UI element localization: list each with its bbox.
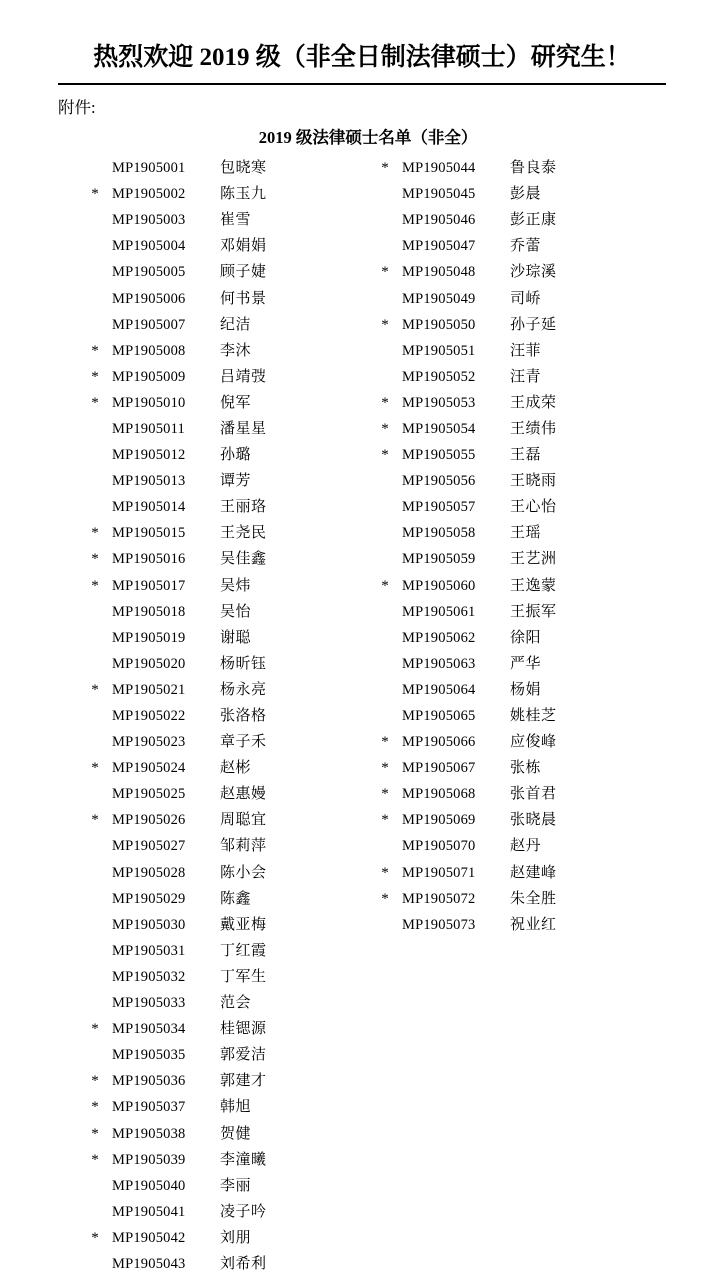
- table-row: [78, 574, 368, 600]
- student-id: MP1905016: [112, 551, 186, 568]
- student-id: MP1905035: [112, 1047, 186, 1064]
- star-mark-icon: *: [381, 160, 389, 177]
- table-row: [368, 887, 658, 913]
- student-name: 范会: [220, 995, 252, 1012]
- star-mark-icon: *: [91, 760, 99, 777]
- table-row: [78, 208, 368, 234]
- student-id: MP1905039: [112, 1151, 186, 1168]
- star-mark-icon: *: [381, 316, 389, 333]
- student-id: MP1905026: [112, 812, 186, 829]
- table-row: [368, 339, 658, 365]
- table-row: [78, 260, 368, 286]
- student-id: MP1905014: [112, 499, 186, 516]
- student-id: MP1905023: [112, 734, 186, 751]
- student-name: 王瑶: [510, 525, 542, 542]
- table-row: [78, 834, 368, 860]
- student-name: 潘星星: [220, 420, 267, 437]
- star-mark-icon: *: [91, 812, 99, 829]
- table-row: [78, 861, 368, 887]
- student-id: MP1905051: [402, 342, 476, 359]
- student-name: 王磊: [510, 447, 542, 464]
- table-row: [78, 1122, 368, 1148]
- table-row: [78, 1148, 368, 1174]
- star-mark-icon: *: [381, 812, 389, 829]
- student-id: MP1905001: [112, 160, 186, 177]
- roster-title: 2019 级法律硕士名单（非全）: [258, 128, 478, 148]
- star-mark-icon: *: [91, 1073, 99, 1090]
- student-id: MP1905045: [402, 186, 476, 203]
- student-id: MP1905073: [402, 916, 476, 933]
- student-id: MP1905044: [402, 160, 476, 177]
- table-row: [78, 887, 368, 913]
- student-id: MP1905030: [112, 916, 186, 933]
- table-row: [368, 678, 658, 704]
- table-row: [368, 782, 658, 808]
- student-id: MP1905027: [112, 838, 186, 855]
- student-id: MP1905043: [112, 1255, 186, 1272]
- table-row: [78, 939, 368, 965]
- student-name: 王心怡: [510, 499, 557, 516]
- student-id: MP1905054: [402, 420, 476, 437]
- student-name: 韩旭: [220, 1099, 252, 1116]
- student-id: MP1905063: [402, 655, 476, 672]
- star-mark-icon: *: [381, 864, 389, 881]
- star-mark-icon: *: [381, 264, 389, 281]
- table-row: [368, 495, 658, 521]
- student-name: 彭晨: [510, 186, 542, 203]
- table-row: [78, 965, 368, 991]
- table-row: [78, 730, 368, 756]
- table-row: [368, 756, 658, 782]
- student-id: MP1905053: [402, 394, 476, 411]
- student-id: MP1905047: [402, 238, 476, 255]
- student-name: 章子禾: [220, 734, 267, 751]
- student-name: 朱全胜: [510, 890, 557, 907]
- student-name: 王绩伟: [510, 420, 557, 437]
- table-row: [78, 756, 368, 782]
- student-name: 赵惠嫚: [220, 786, 267, 803]
- table-row: [368, 521, 658, 547]
- attachment-label: 附件:: [58, 98, 96, 118]
- table-row: [78, 782, 368, 808]
- table-row: [78, 547, 368, 573]
- table-row: [368, 443, 658, 469]
- student-id: MP1905032: [112, 968, 186, 985]
- student-id: MP1905065: [402, 708, 476, 725]
- table-row: [368, 730, 658, 756]
- student-id: MP1905003: [112, 212, 186, 229]
- student-name: 王成荣: [510, 394, 557, 411]
- table-row: [78, 600, 368, 626]
- student-name: 王艺洲: [510, 551, 557, 568]
- roster-columns: [30, 156, 694, 1278]
- table-row: [368, 913, 658, 939]
- student-name: 吕靖弢: [220, 368, 267, 385]
- table-row: [368, 626, 658, 652]
- student-name: 纪洁: [220, 316, 252, 333]
- star-mark-icon: *: [91, 1021, 99, 1038]
- table-row: [78, 182, 368, 208]
- table-row: [78, 495, 368, 521]
- table-row: [368, 417, 658, 443]
- table-row: [78, 913, 368, 939]
- table-row: [78, 1200, 368, 1226]
- star-mark-icon: *: [91, 525, 99, 542]
- student-id: MP1905067: [402, 760, 476, 777]
- table-row: [78, 156, 368, 182]
- student-id: MP1905040: [112, 1177, 186, 1194]
- roster-column-left: [78, 156, 368, 1278]
- table-row: [78, 1174, 368, 1200]
- table-row: [368, 547, 658, 573]
- student-id: MP1905024: [112, 760, 186, 777]
- student-name: 沙琮溪: [510, 264, 557, 281]
- table-row: [78, 521, 368, 547]
- table-row: [368, 208, 658, 234]
- student-id: MP1905055: [402, 447, 476, 464]
- student-id: MP1905034: [112, 1021, 186, 1038]
- table-row: [78, 339, 368, 365]
- student-id: MP1905071: [402, 864, 476, 881]
- student-id: MP1905036: [112, 1073, 186, 1090]
- student-name: 孙璐: [220, 447, 252, 464]
- table-row: [78, 234, 368, 260]
- table-row: [368, 391, 658, 417]
- student-id: MP1905061: [402, 603, 476, 620]
- student-id: MP1905069: [402, 812, 476, 829]
- student-name: 李沐: [220, 342, 252, 359]
- student-name: 郭建才: [220, 1073, 267, 1090]
- table-row: [368, 260, 658, 286]
- student-name: 赵丹: [510, 838, 542, 855]
- student-name: 杨永亮: [220, 681, 267, 698]
- student-name: 徐阳: [510, 629, 542, 646]
- student-id: MP1905018: [112, 603, 186, 620]
- student-name: 刘希利: [220, 1255, 267, 1272]
- student-id: MP1905021: [112, 681, 186, 698]
- star-mark-icon: *: [91, 1125, 99, 1142]
- table-row: [78, 1069, 368, 1095]
- student-id: MP1905049: [402, 290, 476, 307]
- student-name: 何书景: [220, 290, 267, 307]
- student-name: 王尧民: [220, 525, 267, 542]
- student-name: 王逸蒙: [510, 577, 557, 594]
- star-mark-icon: *: [91, 1151, 99, 1168]
- table-row: [368, 469, 658, 495]
- student-id: MP1905011: [112, 420, 185, 437]
- student-name: 丁红霞: [220, 942, 267, 959]
- student-name: 杨娟: [510, 681, 542, 698]
- table-row: [78, 417, 368, 443]
- student-id: MP1905059: [402, 551, 476, 568]
- student-name: 吴佳鑫: [220, 551, 267, 568]
- student-name: 孙子延: [510, 316, 557, 333]
- student-name: 张首君: [510, 786, 557, 803]
- student-name: 李潼曦: [220, 1151, 267, 1168]
- table-row: [78, 991, 368, 1017]
- table-row: [368, 574, 658, 600]
- student-name: 杨昕钰: [220, 655, 267, 672]
- student-id: MP1905010: [112, 394, 186, 411]
- student-name: 李丽: [220, 1177, 252, 1194]
- table-row: [78, 365, 368, 391]
- student-name: 张栋: [510, 760, 542, 777]
- student-id: MP1905050: [402, 316, 476, 333]
- student-id: MP1905033: [112, 995, 186, 1012]
- table-row: [78, 1226, 368, 1252]
- student-id: MP1905004: [112, 238, 186, 255]
- student-id: MP1905052: [402, 368, 476, 385]
- student-name: 桂锶源: [220, 1021, 267, 1038]
- table-row: [368, 704, 658, 730]
- student-id: MP1905015: [112, 525, 186, 542]
- table-row: [78, 313, 368, 339]
- student-name: 彭正康: [510, 212, 557, 229]
- student-name: 倪军: [220, 394, 252, 411]
- student-name: 谭芳: [220, 473, 252, 490]
- table-row: [78, 1252, 368, 1278]
- table-row: [78, 287, 368, 313]
- student-id: MP1905025: [112, 786, 186, 803]
- table-row: [78, 391, 368, 417]
- student-id: MP1905062: [402, 629, 476, 646]
- star-mark-icon: *: [91, 186, 99, 203]
- student-name: 王晓雨: [510, 473, 557, 490]
- student-name: 张洛格: [220, 708, 267, 725]
- table-row: [368, 365, 658, 391]
- star-mark-icon: *: [381, 577, 389, 594]
- student-name: 贺健: [220, 1125, 252, 1142]
- student-name: 汪青: [510, 368, 542, 385]
- table-row: [368, 652, 658, 678]
- star-mark-icon: *: [381, 734, 389, 751]
- table-row: [78, 1043, 368, 1069]
- table-row: [368, 182, 658, 208]
- student-id: MP1905060: [402, 577, 476, 594]
- star-mark-icon: *: [91, 368, 99, 385]
- student-id: MP1905012: [112, 447, 186, 464]
- student-id: MP1905008: [112, 342, 186, 359]
- student-id: MP1905057: [402, 499, 476, 516]
- student-id: MP1905056: [402, 473, 476, 490]
- star-mark-icon: *: [91, 577, 99, 594]
- student-id: MP1905072: [402, 890, 476, 907]
- student-id: MP1905070: [402, 838, 476, 855]
- student-id: MP1905002: [112, 186, 186, 203]
- table-row: [78, 678, 368, 704]
- star-mark-icon: *: [381, 890, 389, 907]
- student-id: MP1905028: [112, 864, 186, 881]
- student-name: 汪菲: [510, 342, 542, 359]
- table-row: [368, 808, 658, 834]
- table-row: [78, 704, 368, 730]
- table-row: [78, 652, 368, 678]
- student-id: MP1905037: [112, 1099, 186, 1116]
- table-row: [78, 626, 368, 652]
- star-mark-icon: *: [381, 420, 389, 437]
- student-name: 姚桂芝: [510, 708, 557, 725]
- student-name: 应俊峰: [510, 734, 557, 751]
- student-id: MP1905020: [112, 655, 186, 672]
- table-row: [368, 861, 658, 887]
- student-name: 崔雪: [220, 212, 252, 229]
- page-banner: 热烈欢迎 2019 级（非全日制法律硕士）研究生！: [58, 36, 666, 85]
- student-name: 周聪宜: [220, 812, 267, 829]
- star-mark-icon: *: [91, 394, 99, 411]
- student-name: 乔蕾: [510, 238, 542, 255]
- student-id: MP1905058: [402, 525, 476, 542]
- student-id: MP1905041: [112, 1203, 186, 1220]
- star-mark-icon: *: [381, 394, 389, 411]
- table-row: [78, 1095, 368, 1121]
- student-name: 包晓寒: [220, 160, 267, 177]
- student-name: 邓娟娟: [220, 238, 267, 255]
- student-id: MP1905046: [402, 212, 476, 229]
- table-row: [78, 808, 368, 834]
- student-id: MP1905064: [402, 681, 476, 698]
- table-row: [368, 600, 658, 626]
- student-id: MP1905017: [112, 577, 186, 594]
- student-name: 顾子婕: [220, 264, 267, 281]
- star-mark-icon: *: [91, 1229, 99, 1246]
- star-mark-icon: *: [91, 1099, 99, 1116]
- student-name: 陈鑫: [220, 890, 252, 907]
- table-row: [368, 313, 658, 339]
- star-mark-icon: *: [91, 551, 99, 568]
- star-mark-icon: *: [91, 342, 99, 359]
- student-name: 鲁良泰: [510, 160, 557, 177]
- student-id: MP1905048: [402, 264, 476, 281]
- table-row: [78, 1017, 368, 1043]
- student-name: 吴炜: [220, 577, 252, 594]
- student-id: MP1905068: [402, 786, 476, 803]
- student-name: 吴怡: [220, 603, 252, 620]
- student-name: 王丽珞: [220, 499, 267, 516]
- table-row: [368, 234, 658, 260]
- table-row: [78, 443, 368, 469]
- student-id: MP1905066: [402, 734, 476, 751]
- student-id: MP1905029: [112, 890, 186, 907]
- student-name: 严华: [510, 655, 542, 672]
- student-name: 刘朋: [220, 1229, 252, 1246]
- table-row: [368, 287, 658, 313]
- student-id: MP1905006: [112, 290, 186, 307]
- table-row: [368, 156, 658, 182]
- student-name: 赵彬: [220, 760, 252, 777]
- student-name: 陈小会: [220, 864, 267, 881]
- star-mark-icon: *: [381, 786, 389, 803]
- star-mark-icon: *: [381, 447, 389, 464]
- student-name: 郭爱洁: [220, 1047, 267, 1064]
- student-id: MP1905038: [112, 1125, 186, 1142]
- student-id: MP1905019: [112, 629, 186, 646]
- student-name: 陈玉九: [220, 186, 267, 203]
- student-id: MP1905013: [112, 473, 186, 490]
- student-name: 张晓晨: [510, 812, 557, 829]
- student-id: MP1905009: [112, 368, 186, 385]
- student-name: 王振军: [510, 603, 557, 620]
- star-mark-icon: *: [91, 681, 99, 698]
- student-name: 祝业红: [510, 916, 557, 933]
- student-name: 赵建峰: [510, 864, 557, 881]
- student-id: MP1905042: [112, 1229, 186, 1246]
- table-row: [368, 834, 658, 860]
- student-name: 司峤: [510, 290, 542, 307]
- student-id: MP1905031: [112, 942, 186, 959]
- student-id: MP1905022: [112, 708, 186, 725]
- student-name: 丁军生: [220, 968, 267, 985]
- student-name: 凌子吟: [220, 1203, 267, 1220]
- roster-column-right: [368, 156, 658, 939]
- student-name: 谢聪: [220, 629, 252, 646]
- student-name: 戴亚梅: [220, 916, 267, 933]
- student-id: MP1905007: [112, 316, 186, 333]
- table-row: [78, 469, 368, 495]
- star-mark-icon: *: [381, 760, 389, 777]
- student-id: MP1905005: [112, 264, 186, 281]
- student-name: 邹莉萍: [220, 838, 267, 855]
